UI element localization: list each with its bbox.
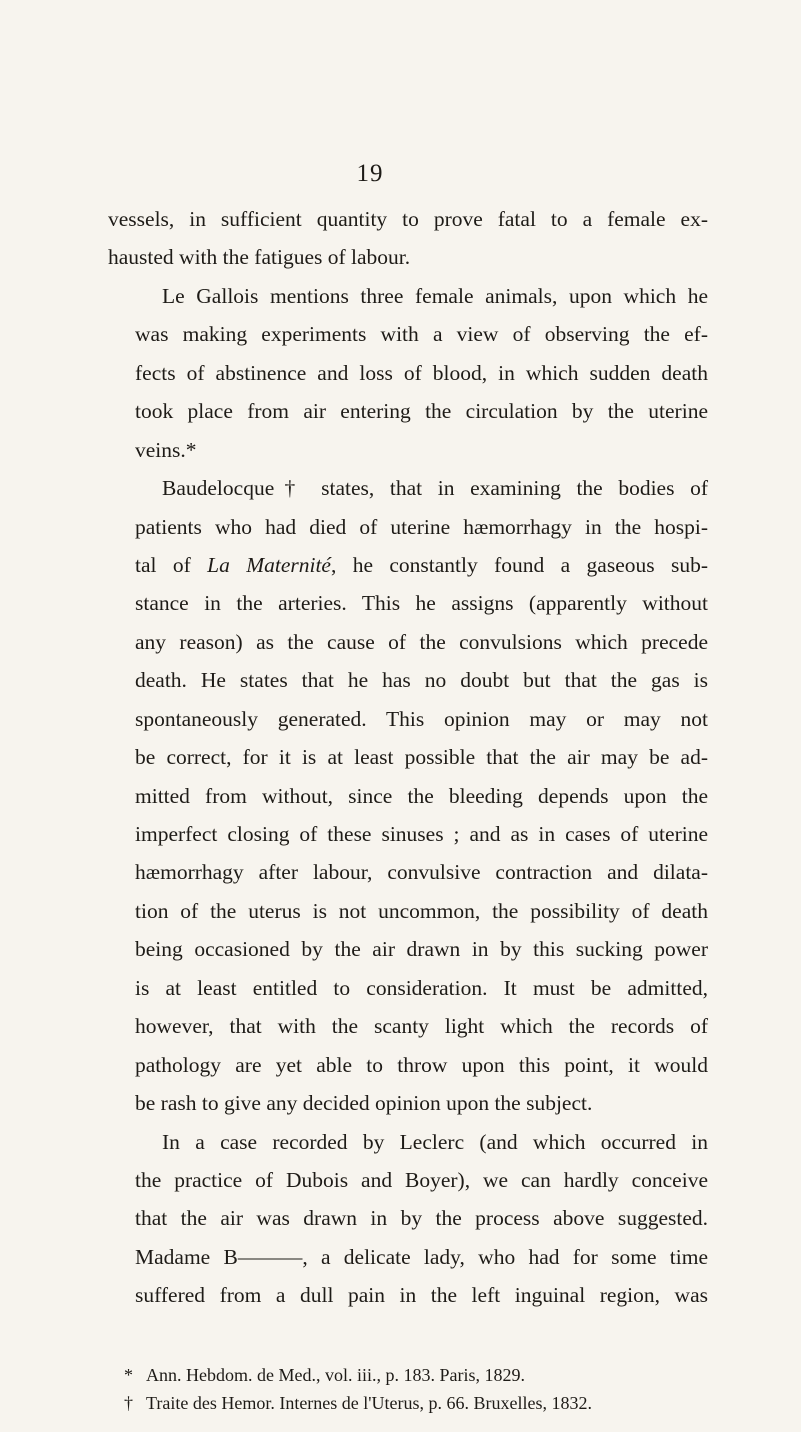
text-line: stance in the arteries. This he assigns (apparently without	[135, 591, 708, 616]
footnote-mark: *	[124, 1365, 133, 1385]
text-line: be rash to give any decided opinion upon the subject.	[135, 1091, 593, 1116]
text-line: suffered from a dull pain in the left inguinal region, was	[135, 1283, 708, 1308]
text-line: any reason) as the cause of the convulsions which precede	[135, 629, 708, 654]
footnote	[124, 1361, 704, 1389]
text-line: Le Gallois mentions three female animals, upon which he	[162, 283, 708, 308]
text-line: being occasioned by the air drawn in by this sucking power	[135, 937, 708, 962]
footnote-text: Ann. Hebdom. de Med., vol. iii., p. 183. Paris, 1829.	[146, 1365, 525, 1385]
text-line: spontaneously generated. This opinion may or may not	[135, 706, 708, 731]
paragraph-leclerc	[108, 1123, 708, 1315]
text-line: fects of abstinence and loss of blood, in which sudden death	[135, 360, 708, 385]
paragraph-continuation	[108, 200, 708, 277]
text-line: took place from air entering the circulation by the uterine	[135, 399, 708, 424]
text-line: was making experiments with a view of observing the ef-	[135, 322, 708, 347]
text-line: vessels, in sufficient quantity to prove fatal to a female ex-	[108, 207, 708, 231]
text-line: tal of La Maternité, he constantly found a gaseous sub-	[135, 552, 708, 577]
text-line: that the air was drawn in by the process above suggested.	[135, 1206, 708, 1231]
footnote-text: Traite des Hemor. Internes de l'Uterus, p. 66. Bruxelles, 1832.	[146, 1393, 593, 1413]
text-line: death. He states that he has no doubt but that the gas is	[135, 668, 708, 693]
footnotes	[124, 1361, 704, 1417]
paragraph-le-gallois	[108, 277, 708, 469]
text-line: Madame B———, a delicate lady, who had for some time	[135, 1244, 708, 1269]
footnote-mark: †	[124, 1393, 133, 1413]
italic-hospital-name: La Maternité	[207, 552, 331, 577]
page-number: 19	[356, 160, 384, 187]
text-line: be correct, for it is at least possible that the air may be ad-	[135, 745, 708, 770]
body-text	[108, 200, 708, 1315]
text-line: hæmorrhagy after labour, convulsive contraction and dilata-	[135, 860, 708, 885]
text-line: the practice of Dubois and Boyer), we can hardly conceive	[135, 1167, 708, 1192]
text-line: however, that with the scanty light which the records of	[135, 1014, 708, 1039]
text-line: In a case recorded by Leclerc (and which occurred in	[162, 1129, 708, 1154]
text-line: patients who had died of uterine hæmorrhagy in the hospi-	[135, 514, 708, 539]
text-line: Baudelocque† states, that in examining the bodies of	[162, 476, 708, 501]
text-line: mitted from without, since the bleeding depends upon the	[135, 783, 708, 808]
text-line: veins.*	[135, 437, 197, 462]
paragraph-baudelocque	[108, 469, 708, 1122]
text-line: hausted with the fatigues of labour.	[108, 245, 411, 270]
text-line: is at least entitled to consideration. It must be admitted,	[135, 975, 708, 1000]
text-line: imperfect closing of these sinuses ; and as in cases of uterine	[135, 822, 708, 846]
text-line: pathology are yet able to throw upon this point, it would	[135, 1052, 708, 1077]
text-line: tion of the uterus is not uncommon, the possibility of death	[135, 898, 708, 923]
footnote	[124, 1389, 704, 1417]
